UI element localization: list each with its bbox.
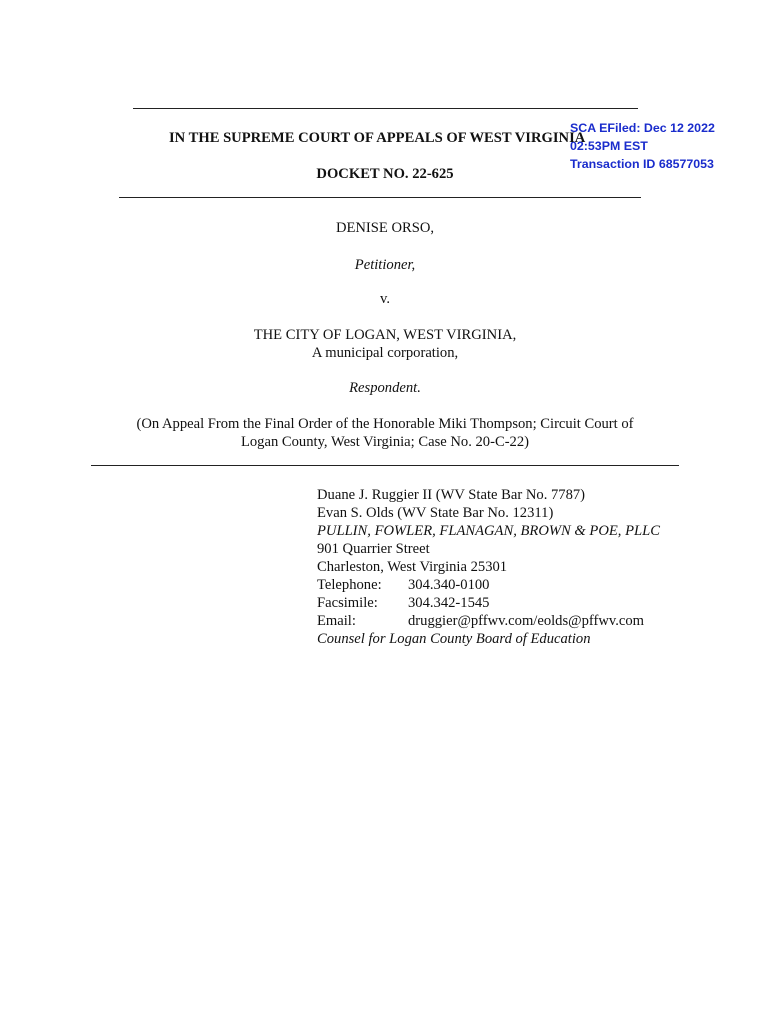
stamp-line-1: SCA EFiled: Dec 12 2022 — [570, 121, 715, 135]
versus: v. — [380, 291, 390, 307]
counsel-role: Counsel for Logan County Board of Education — [317, 631, 591, 647]
facsimile-row — [317, 594, 660, 612]
email-row — [317, 612, 660, 630]
appeal-line-2: Logan County, West Virginia; Case No. 20-C-22) — [240, 434, 530, 450]
caption-rule — [91, 465, 679, 466]
facsimile-label: Facsimile: — [317, 595, 378, 611]
attorney-2: Evan S. Olds (WV State Bar No. 12311) — [317, 505, 554, 521]
petitioner-name: DENISE ORSO, — [335, 220, 435, 236]
street-address: 901 Quarrier Street — [317, 541, 430, 557]
docket-number: DOCKET NO. 22-625 — [316, 166, 454, 182]
telephone-value: 304.340-0100 — [408, 577, 490, 593]
petitioner-role: Petitioner, — [354, 257, 416, 273]
email-value: druggier@pffwv.com/eolds@pffwv.com — [408, 613, 645, 629]
appeal-line-1: (On Appeal From the Final Order of the Honorable Miki Thompson; Circuit Court of — [136, 416, 634, 432]
docket-rule — [119, 197, 641, 198]
respondent-description: A municipal corporation, — [311, 345, 459, 361]
counsel-block — [317, 486, 660, 648]
city-address: Charleston, West Virginia 25301 — [317, 559, 508, 575]
facsimile-value: 304.342-1545 — [408, 595, 490, 611]
attorney-1: Duane J. Ruggier II (WV State Bar No. 7787) — [317, 487, 586, 503]
stamp-line-3: Transaction ID 68577053 — [570, 157, 714, 171]
email-label: Email: — [317, 613, 356, 629]
stamp-line-2: 02:53PM EST — [570, 139, 648, 153]
telephone-row — [317, 576, 660, 594]
respondent-name: THE CITY OF LOGAN, WEST VIRGINIA, — [253, 327, 517, 343]
top-rule — [133, 108, 638, 109]
telephone-label: Telephone: — [317, 577, 382, 593]
respondent-role: Respondent. — [349, 380, 421, 396]
court-title: IN THE SUPREME COURT OF APPEALS OF WEST VIRGINIA — [169, 130, 586, 146]
law-firm: PULLIN, FOWLER, FLANAGAN, BROWN & POE, PLLC — [317, 523, 660, 539]
